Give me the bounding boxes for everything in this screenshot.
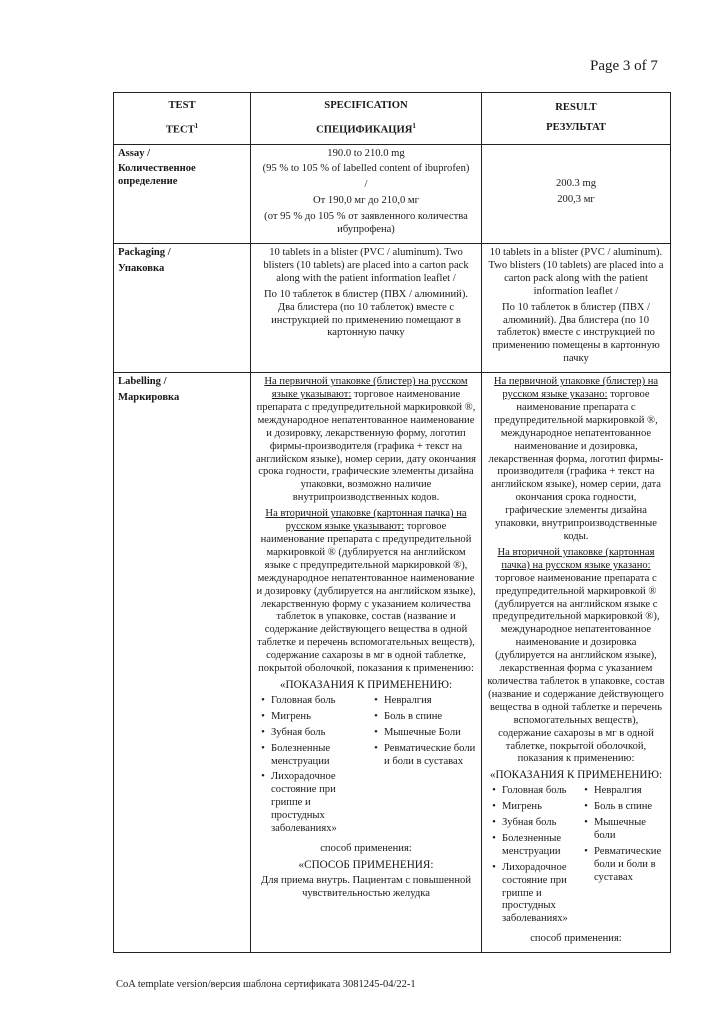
- result-cell: 200.3 mg 200,3 мг: [482, 144, 671, 243]
- result-cell: На первичной упаковке (блистер) на русском языке указано: торговое наименование препарата с предупредительной маркировкой ®, международное непатентованное наименование и дозировка, лекарственная форма, логотип фирмы-производителя (графика + текст на английском языке), номер серии, дата окончания срока годности, графические элементы дизайна упаковки, внутрипроизводственные коды. На вторичной упаковке (картонная пачка) на русском языке указано: торговое наименование препарата с предупредительной маркировкой ® (дублируется на английском языке с предупредительной маркировкой ®), международное непатентованное наименование и дозировка (дублируется на английском языке), лекарственная форма с указанием количества таблеток в упаковке, состав (название и содержание действующего вещества в одной таблетке и перечень вспомогательных веществ), содержание сахарозы в мг в одной таблетке, покрытой оболочкой, показания к применению: «ПОКАЗАНИЯ К ПРИМЕНЕНИЮ: • Головная боль • Мигрень • Зубная боль • Болезненные менструации • Лихорадочное состояние при гриппе и простудных заболеваниях» • Невралгия • Боль в спине • Мышечные боли • Ревматические боли и боли в суставах способ применения:: [482, 373, 671, 953]
- specification-cell: 190.0 to 210.0 mg (95 % to 105 % of labelled content of ibuprofen) / От 190,0 мг до 210,0 мг (от 95 % до 105 % от заявленного количества ибупрофена): [251, 144, 482, 243]
- table-row-assay: [114, 144, 671, 243]
- table-header-row: [114, 93, 671, 145]
- page-number: Page 3 of 7: [590, 58, 658, 74]
- indications-list: • Головная боль • Мигрень • Зубная боль • Болезненные менструации • Лихорадочное состояние при гриппе и простудных заболеваниях» • Невралгия • Боль в спине • Мышечные боли • Ревматические боли и боли в суставах: [492, 785, 662, 925]
- test-name: Labelling / Маркировка: [114, 373, 251, 953]
- test-name: Assay / Количественное определение: [114, 144, 251, 243]
- specification-cell: На первичной упаковке (блистер) на русском языке указывают: торговое наименование препарата с предупредительной маркировкой ®, международное непатентованное наименование и дозировку, лекарственную форму, логотип фирмы-производителя (графика + текст на английском языке), номер серии, дату окончания срока годности, графические элементы дизайна упаковки, возможно наличие внутрипроизводственных кодов. На вторичной упаковке (картонная пачка) на русском языке указывают: торговое наименование препарата с предупредительной маркировкой ® (дублируется на английском языке с предупредительной маркировкой ®), международное непатентованное наименование и дозировку (дублируется на английском языке), лекарственную форму с указанием количества таблеток в упаковке, состав (название и содержание действующего вещества в одной таблетке и перечень вспомогательных веществ), содержание сахарозы в мг в одной таблетке, покрытой оболочкой, показания к применению: «ПОКАЗАНИЯ К ПРИМЕНЕНИЮ: • Головная боль • Мигрень • Зубная боль • Болезненные менструации • Лихорадочное состояние при гриппе и простудных заболеваниях» • Невралгия • Боль в спине • Мышечные Боли • Ревматические боли и боли в суставах способ применения: «СПОСОБ ПРИМЕНЕНИЯ: Для приема внутрь. Пациентам с повышенной чувствительностью желудка: [251, 373, 482, 953]
- header-test: TEST ТЕСТ$^1$: [114, 93, 251, 145]
- page-body: [113, 92, 670, 990]
- coa-table: [113, 92, 671, 953]
- test-name: Packaging / Упаковка: [114, 243, 251, 372]
- result-cell: 10 tablets in a blister (PVC / aluminum). Two blisters (10 tablets) are placed into a carton pack along with the patient information leaflet / По 10 таблеток в блистер (ПВХ / алюминий). Два блистера (по 10 таблеток) вместе с инструкцией по применению помещены в картонную пачку: [482, 243, 671, 372]
- indications-list: • Головная боль • Мигрень • Зубная боль • Болезненные менструации • Лихорадочное состояние при гриппе и простудных заболеваниях» • Невралгия • Боль в спине • Мышечные Боли • Ревматические боли и боли в суставах: [261, 694, 476, 835]
- table-row-packaging: [114, 243, 671, 372]
- table-row-labelling: [114, 373, 671, 953]
- header-result: RESULT РЕЗУЛЬТАТ: [482, 93, 671, 145]
- template-version-footer: CoA template version/версия шаблона сертификата 3081245-04/22-1: [116, 979, 416, 991]
- header-specification: SPECIFICATION СПЕЦИФИКАЦИЯ$^1$: [251, 93, 482, 145]
- specification-cell: 10 tablets in a blister (PVC / aluminum). Two blisters (10 tablets) are placed into a carton pack along with the patient information leaflet / По 10 таблеток в блистер (ПВХ / алюминий). Два блистера (по 10 таблеток) вместе с инструкцией по применению помещают в картонную пачку: [251, 243, 482, 372]
